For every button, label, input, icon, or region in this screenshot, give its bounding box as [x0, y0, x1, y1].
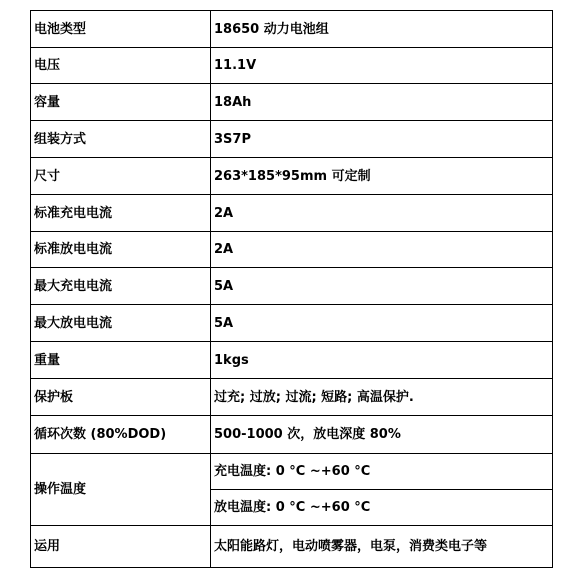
spec-value: 2A — [211, 232, 553, 268]
spec-value: 1kgs — [211, 342, 553, 379]
spec-value: 2A — [211, 195, 553, 232]
charge-temperature-value: 充电温度: 0 °C ~+60 °C — [211, 454, 553, 490]
table-row — [31, 342, 553, 379]
operating-temperature-label: 操作温度 — [31, 454, 211, 526]
spec-label: 最大放电电流 — [31, 305, 211, 342]
spec-value: 3S7P — [211, 121, 553, 158]
table-row — [31, 121, 553, 158]
table-row — [31, 232, 553, 268]
application-value: 太阳能路灯，电动喷雾器，电泵，消费类电子等 — [211, 526, 553, 568]
spec-label: 标准放电电流 — [31, 232, 211, 268]
table-row — [31, 305, 553, 342]
spec-value: 18650 动力电池组 — [211, 11, 553, 48]
spec-label: 尺寸 — [31, 158, 211, 195]
spec-value: 11.1V — [211, 48, 553, 84]
table-row — [31, 48, 553, 84]
battery-spec-table — [30, 10, 553, 568]
table-row — [31, 379, 553, 416]
application-label: 运用 — [31, 526, 211, 568]
table-row — [31, 158, 553, 195]
spec-value: 263*185*95mm 可定制 — [211, 158, 553, 195]
spec-value: 18Ah — [211, 84, 553, 121]
spec-label: 电压 — [31, 48, 211, 84]
spec-value: 5A — [211, 305, 553, 342]
spec-label: 最大充电电流 — [31, 268, 211, 305]
table-row — [31, 268, 553, 305]
table-row — [31, 195, 553, 232]
table-row — [31, 11, 553, 48]
spec-label: 重量 — [31, 342, 211, 379]
spec-label: 电池类型 — [31, 11, 211, 48]
table-row — [31, 454, 553, 490]
table-row — [31, 416, 553, 454]
spec-label: 组装方式 — [31, 121, 211, 158]
table-row — [31, 84, 553, 121]
spec-label: 循环次数 (80%DOD) — [31, 416, 211, 454]
spec-label: 标准充电电流 — [31, 195, 211, 232]
table-row — [31, 526, 553, 568]
spec-value: 5A — [211, 268, 553, 305]
discharge-temperature-value: 放电温度: 0 °C ~+60 °C — [211, 490, 553, 526]
spec-value: 500-1000 次，放电深度 80% — [211, 416, 553, 454]
spec-label: 保护板 — [31, 379, 211, 416]
spec-value: 过充; 过放; 过流; 短路; 高温保护. — [211, 379, 553, 416]
spec-label: 容量 — [31, 84, 211, 121]
